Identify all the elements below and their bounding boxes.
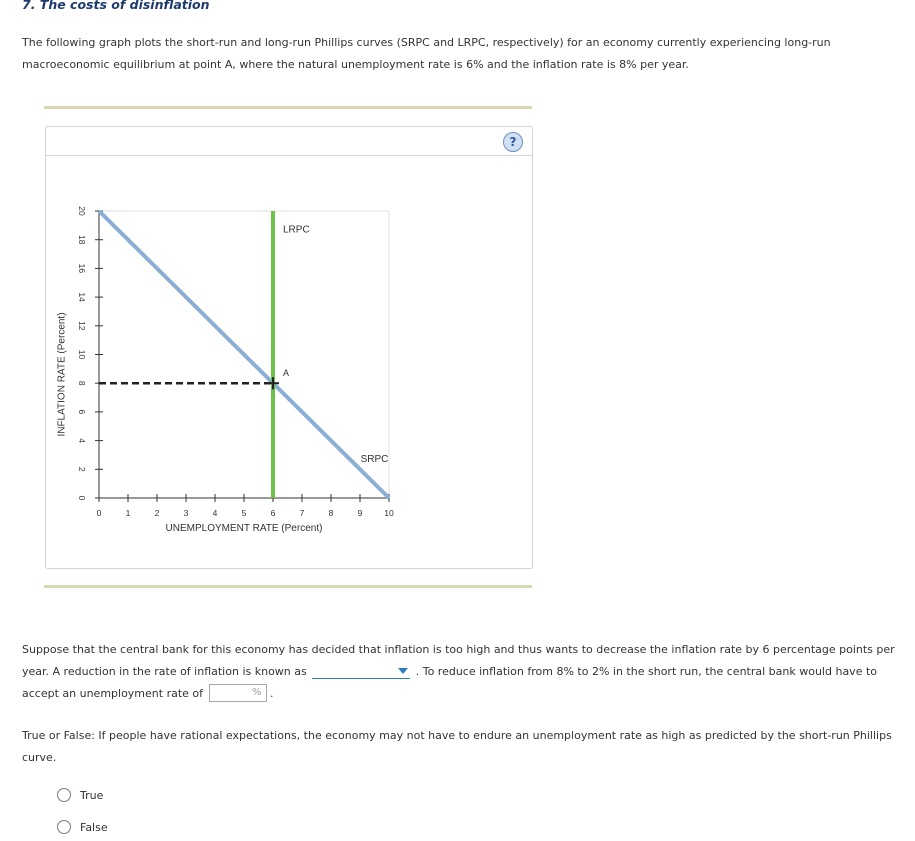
radio-circle-icon[interactable]: [57, 788, 71, 802]
y-tick-label: 12: [76, 321, 87, 331]
x-tick-label: 6: [270, 508, 276, 518]
part2-text-2: . To reduce inflation from 8% to 2% in the short run, the central bank would have to accept an unemployment rate of: [22, 665, 877, 700]
option-false-label: False: [80, 820, 108, 834]
percent-unit: %: [252, 687, 262, 698]
srpc-line: [99, 211, 389, 498]
x-tick-label: 10: [384, 508, 394, 518]
chevron-down-icon: [398, 668, 408, 674]
x-tick-label: 1: [125, 508, 131, 518]
part2-text-3: .: [270, 687, 274, 700]
term-dropdown[interactable]: [312, 664, 410, 679]
rational-expectations-question: True or False: If people have rational expectations, the economy may not have to endure an unemployment rate as high as predicted by the short-run Phillips curve.: [22, 729, 892, 764]
x-axis-label: UNEMPLOYMENT RATE (Percent): [165, 523, 323, 534]
y-tick-label: 18: [76, 234, 87, 245]
part2-text-1: Suppose that the central bank for this economy has decided that inflation is too high and thus wants to decrease the inflation rate by 6 percentage points per year. A reduction in the rate of inflation is known as: [22, 643, 895, 678]
x-tick-label: 3: [183, 508, 189, 518]
y-tick-label: 20: [76, 206, 87, 216]
x-tick-label: 2: [154, 508, 160, 518]
x-tick-label: 8: [328, 508, 334, 518]
y-tick-label: 14: [76, 292, 87, 302]
x-tick-label: 7: [299, 508, 305, 518]
y-tick-label: 4: [76, 438, 87, 443]
unemployment-rate-input[interactable]: [209, 684, 267, 702]
phillips-curve-chart: [46, 127, 532, 568]
x-tick-label: 4: [212, 508, 218, 518]
x-tick-label: 5: [241, 508, 247, 518]
divider-bottom: [44, 585, 532, 588]
graph-panel: [45, 126, 533, 569]
option-false[interactable]: [57, 820, 108, 834]
divider-top: [44, 106, 532, 109]
y-tick-label: 16: [76, 263, 87, 274]
srpc-label: SRPC: [360, 454, 389, 466]
y-axis-label: INFLATION RATE (Percent): [56, 312, 68, 437]
disinflation-question: [22, 639, 902, 705]
help-icon[interactable]: ?: [503, 132, 523, 152]
y-tick-label: 10: [76, 349, 87, 360]
point-a-label: A: [283, 368, 290, 379]
question-title: 7. The costs of disinflation: [22, 0, 210, 12]
x-tick-label: 9: [357, 508, 363, 518]
lrpc-label: LRPC: [283, 224, 310, 236]
x-tick-label: 0: [96, 508, 102, 518]
radio-circle-icon[interactable]: [57, 820, 71, 834]
intro-text: The following graph plots the short-run and long-run Phillips curves (SRPC and LRPC, respectively) for an economy currently experiencing long-run macroeconomic equilibrium at point A, where the natural unemployment rate is 6% and the inflation rate is 8% per year.: [22, 36, 831, 71]
y-tick-label: 2: [76, 466, 87, 472]
y-tick-label: 0: [76, 495, 87, 501]
y-tick-label: 6: [76, 409, 87, 415]
option-true-label: True: [80, 788, 104, 802]
y-tick-label: 8: [76, 380, 87, 386]
option-true[interactable]: [57, 788, 103, 802]
